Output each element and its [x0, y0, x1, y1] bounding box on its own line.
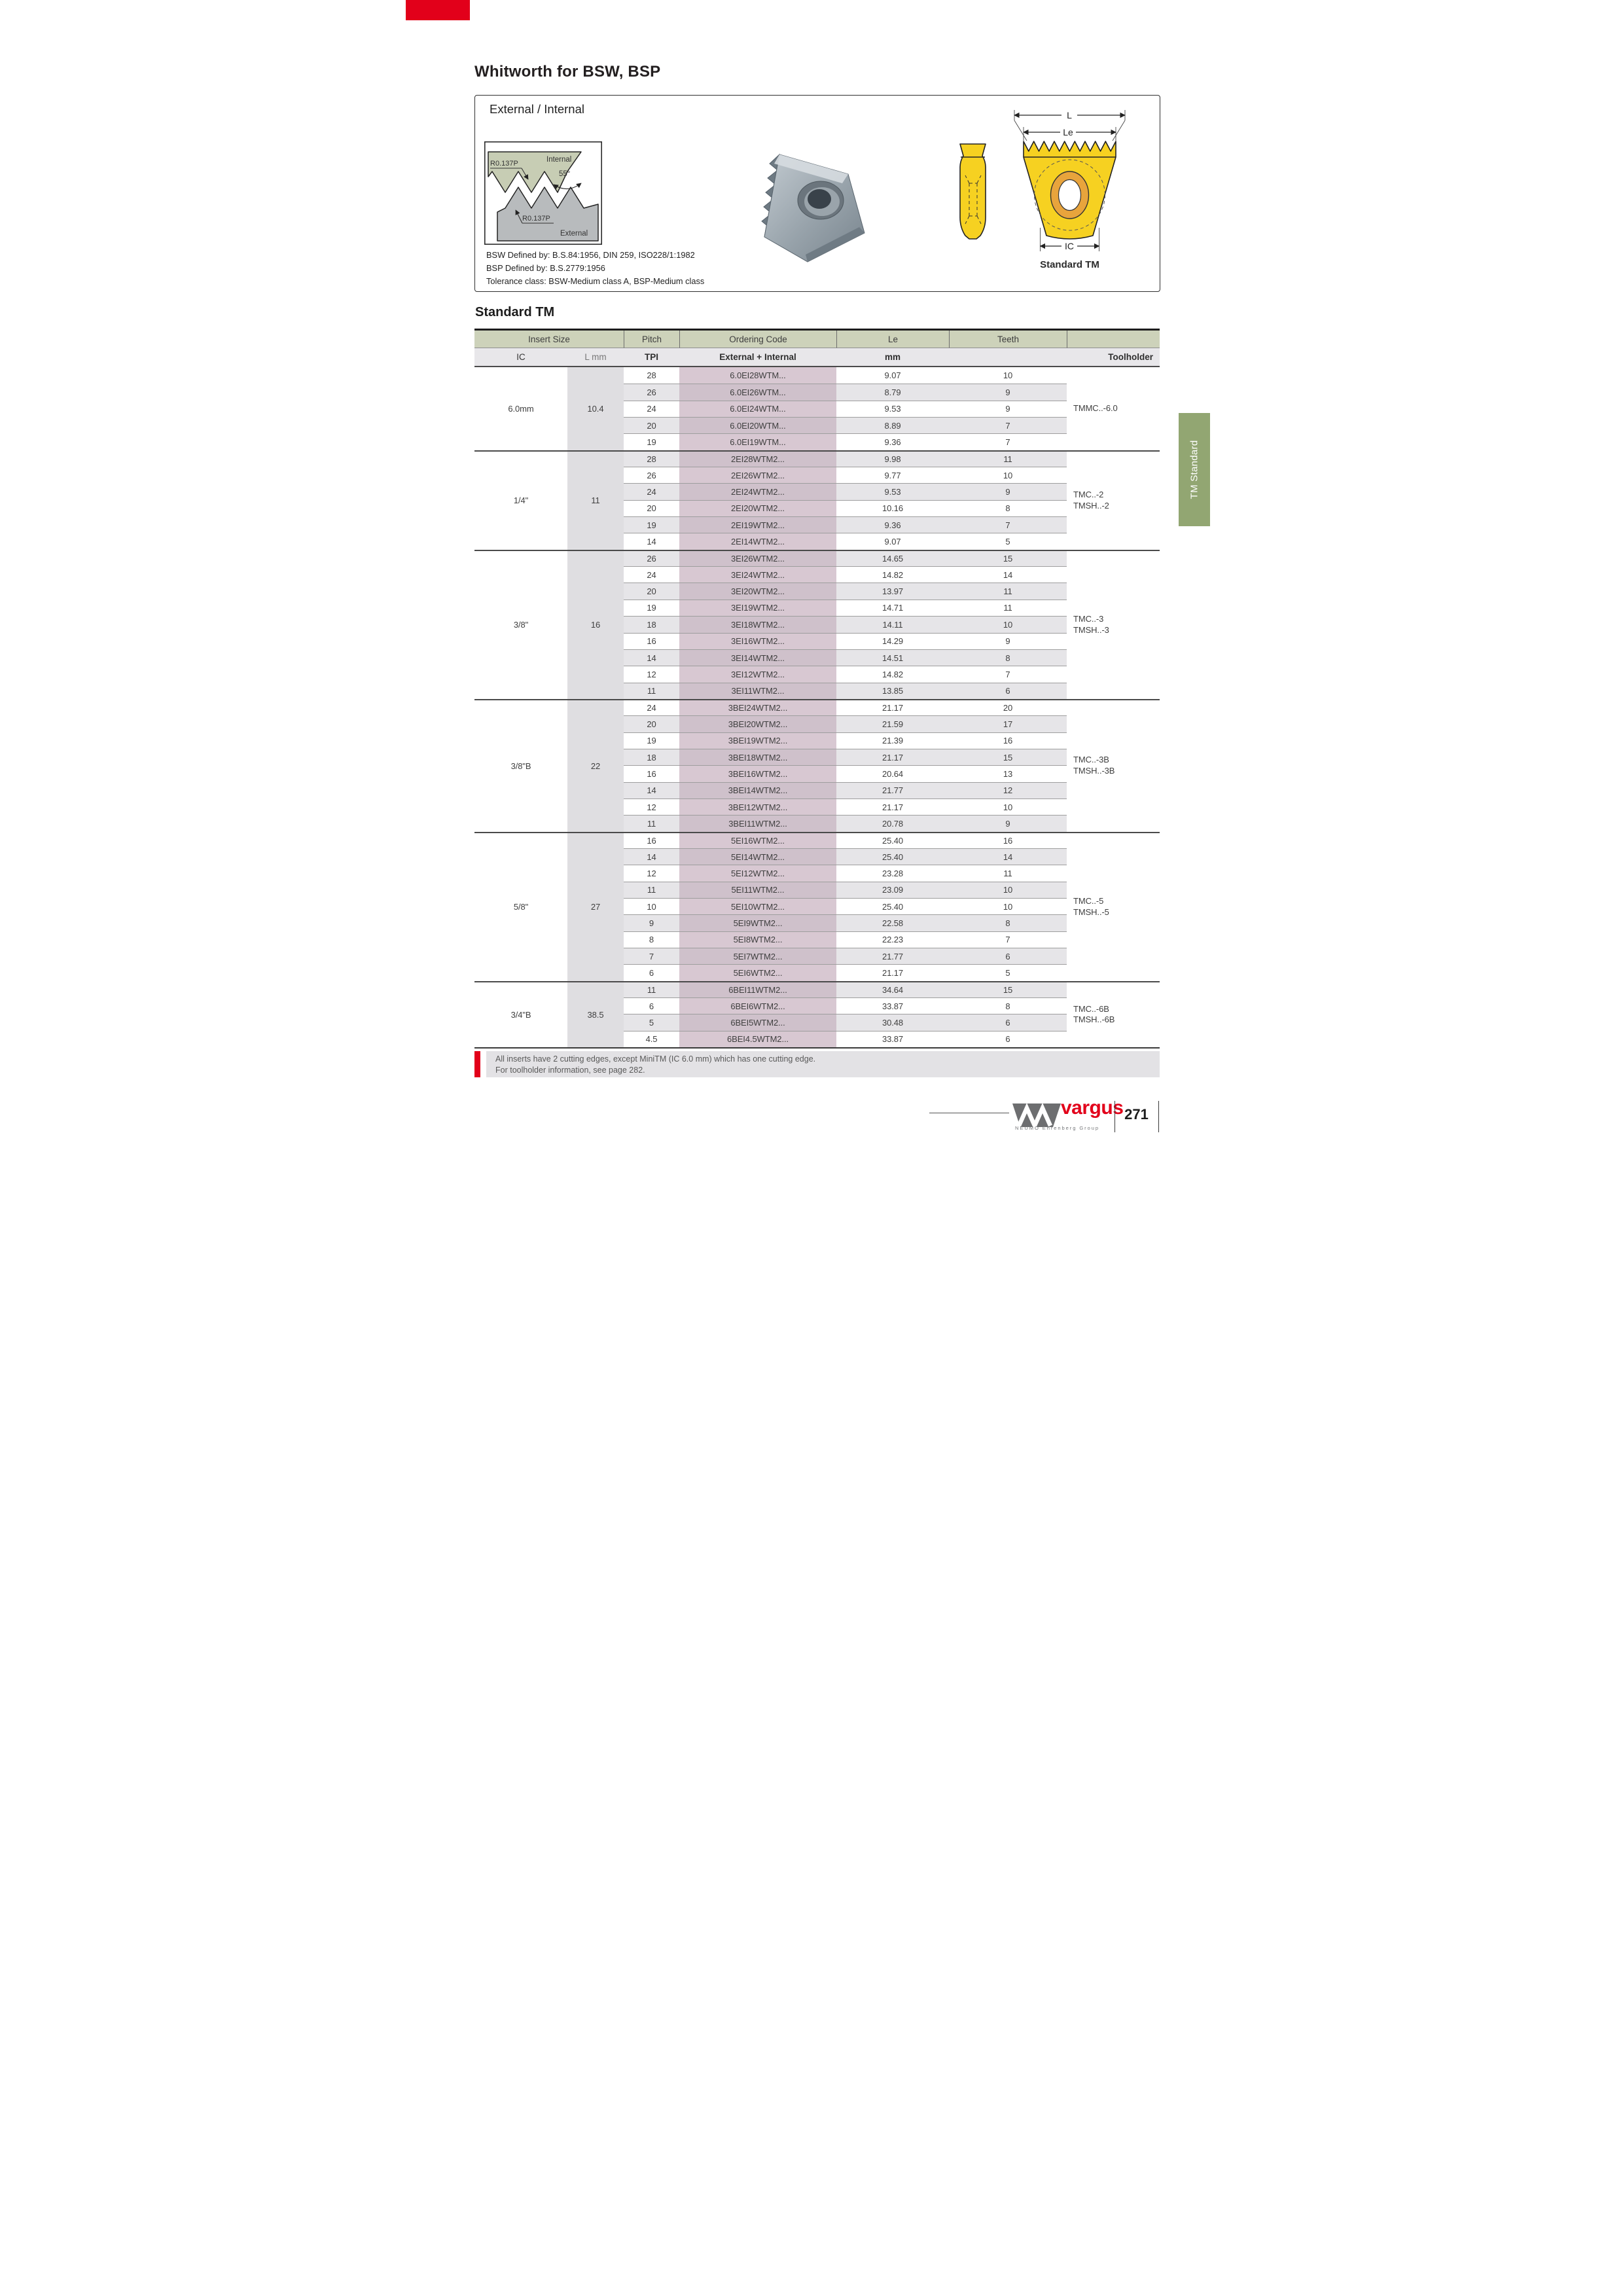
teeth-cell: 14: [949, 848, 1067, 865]
tpi-cell: 14: [624, 533, 679, 549]
ordering-code-cell: 3EI11WTM2...: [679, 683, 836, 699]
tpi-cell: 12: [624, 798, 679, 815]
teeth-cell: 5: [949, 533, 1067, 549]
tpi-cell: 14: [624, 649, 679, 666]
le-cell: 21.59: [836, 715, 949, 732]
tpi-cell: 26: [624, 384, 679, 400]
teeth-cell: 16: [949, 832, 1067, 848]
le-cell: 33.87: [836, 1031, 949, 1047]
le-cell: 14.51: [836, 649, 949, 666]
hole-center: [1059, 180, 1081, 211]
le-cell: 9.53: [836, 401, 949, 417]
ordering-code-cell: 2EI19WTM2...: [679, 516, 836, 533]
teeth-cell: 10: [949, 467, 1067, 483]
external-internal-box: [474, 95, 1160, 292]
teeth-cell: 10: [949, 616, 1067, 632]
header-teeth: Teeth: [949, 331, 1067, 348]
toolholder-line: TMSH..-2: [1073, 500, 1109, 511]
ordering-code-cell: 3EI14WTM2...: [679, 649, 836, 666]
teeth-cell: 6: [949, 1014, 1067, 1030]
teeth-cell: 10: [1003, 370, 1013, 381]
tpi-cell: 8: [624, 931, 679, 948]
le-cell: 14.82: [836, 666, 949, 682]
ordering-code-cell: 6.0EI28WTM...: [679, 367, 836, 384]
le-cell: 23.28: [836, 865, 949, 881]
ordering-code-cell: 3EI18WTM2...: [679, 616, 836, 632]
tpi-cell: 12: [624, 666, 679, 682]
toolholder-cell: [1067, 550, 1160, 699]
teeth-cell: 10: [949, 882, 1067, 898]
le-cell: 21.77: [836, 782, 949, 798]
teeth-cell: 15: [949, 550, 1067, 566]
ordering-code-cell: 2EI14WTM2...: [679, 533, 836, 549]
le-cell: 13.97: [836, 583, 949, 599]
tpi-cell: 19: [624, 732, 679, 749]
radius-bottom-label: R0.137P: [522, 215, 550, 223]
tpi-cell: 19: [624, 516, 679, 533]
insert-3d-image: [730, 140, 894, 271]
teeth-cell: 11: [949, 600, 1067, 616]
l-cell: 38.5: [567, 981, 624, 1047]
teeth-cell: 9: [949, 815, 1067, 831]
teeth-cell: 10: [949, 898, 1067, 914]
tpi-cell: 9: [624, 914, 679, 931]
tpi-cell: 6: [624, 964, 679, 980]
le-cell: 20.64: [836, 765, 949, 781]
tpi-cell: 16: [624, 832, 679, 848]
le-cell: 14.65: [836, 550, 949, 566]
ordering-code-cell: 3BEI19WTM2...: [679, 732, 836, 749]
header-le: Le: [836, 331, 949, 348]
toolholder-cell: [1067, 699, 1160, 832]
ordering-code-cell: 3EI12WTM2...: [679, 666, 836, 682]
ordering-code-cell: 2EI24WTM2...: [679, 483, 836, 499]
page-number: 271: [1124, 1106, 1149, 1122]
toolholder-cell: [1067, 981, 1160, 1047]
ic-cell: 3/8"B: [474, 699, 567, 832]
tpi-cell: 26: [624, 467, 679, 483]
header-insert-size: Insert Size: [474, 331, 624, 348]
tpi-cell: 20: [624, 417, 679, 433]
le-cell: 10.16: [836, 500, 949, 516]
le-cell: 9.07: [836, 533, 949, 549]
radius-top-label: R0.137P: [490, 160, 518, 168]
ordering-code-cell: 5EI7WTM2...: [679, 948, 836, 964]
le-cell: 14.71: [836, 600, 949, 616]
le-cell: 14.11: [836, 616, 949, 632]
toolholder-line: TMC..-2: [1073, 489, 1104, 499]
ordering-code-cell: 3BEI14WTM2...: [679, 782, 836, 798]
external-label: External: [560, 230, 588, 238]
ordering-code-cell: 5EI12WTM2...: [679, 865, 836, 881]
teeth-cell: 11: [949, 583, 1067, 599]
bsw-defined-line: BSW Defined by: B.S.84:1956, DIN 259, ISO228/1:1982: [486, 250, 695, 260]
ordering-code-cell: 6BEI4.5WTM2...: [679, 1031, 836, 1047]
teeth-cell: 6: [949, 948, 1067, 964]
teeth-cell: 9: [949, 483, 1067, 499]
teeth-cell: 8: [949, 997, 1067, 1014]
teeth-cell: 15: [949, 981, 1067, 997]
angle-label: 55°: [559, 170, 571, 178]
teeth-cell: 7: [949, 666, 1067, 682]
dim-le-label: Le: [1063, 127, 1073, 137]
footnote: [486, 1051, 1160, 1077]
teeth-cell: 6: [949, 1031, 1067, 1047]
insert-type-caption: Standard TM: [1040, 259, 1099, 270]
le-cell: 9.36: [836, 516, 949, 533]
le-cell: 20.78: [836, 815, 949, 831]
le-cell: 21.17: [836, 749, 949, 765]
le-cell: 21.77: [836, 948, 949, 964]
ordering-code-cell: 5EI9WTM2...: [679, 914, 836, 931]
ordering-code-cell: 5EI11WTM2...: [679, 882, 836, 898]
tpi-cell: 20: [624, 583, 679, 599]
subheader-l-mm: L mm: [567, 348, 624, 367]
subheader-empty: [949, 348, 1067, 367]
tpi-cell: 26: [624, 550, 679, 566]
ordering-code-cell: 5EI14WTM2...: [679, 848, 836, 865]
ordering-code-cell: 3EI16WTM2...: [679, 633, 836, 649]
ordering-code-cell: 6.0EI26WTM...: [679, 384, 836, 400]
standard-tm-table: [474, 329, 1160, 1049]
toolholder-cell: [1067, 367, 1160, 450]
teeth-cell: 11: [949, 865, 1067, 881]
tpi-cell: 11: [624, 815, 679, 831]
l-cell: 16: [567, 550, 624, 699]
ordering-code-cell: 5EI16WTM2...: [679, 832, 836, 848]
l-cell: 11: [567, 450, 624, 550]
tpi-cell: 14: [624, 848, 679, 865]
ordering-code-cell: 5EI8WTM2...: [679, 931, 836, 948]
le-cell: 34.64: [836, 981, 949, 997]
tpi-cell: 12: [624, 865, 679, 881]
teeth-cell: 7: [949, 516, 1067, 533]
teeth-cell: 8: [949, 649, 1067, 666]
ordering-code-cell: 3BEI18WTM2...: [679, 749, 836, 765]
tpi-cell: 14: [624, 782, 679, 798]
teeth-cell: 17: [949, 715, 1067, 732]
le-cell: 21.17: [836, 798, 949, 815]
ordering-code-cell: 2EI28WTM2...: [679, 450, 836, 467]
header-empty: [1067, 331, 1160, 348]
footnote-line-1: All inserts have 2 cutting edges, except MiniTM (IC 6.0 mm) which has one cutting edge.: [495, 1054, 816, 1064]
tpi-cell: 20: [624, 715, 679, 732]
page-corner-mark: [406, 0, 470, 20]
teeth-cell: 11: [949, 450, 1067, 467]
tpi-cell: 24: [624, 483, 679, 499]
ordering-code-cell: 5EI6WTM2...: [679, 964, 836, 980]
le-cell: 30.48: [836, 1014, 949, 1030]
teeth-cell: 13: [949, 765, 1067, 781]
subheader-tpi: TPI: [624, 348, 679, 367]
le-cell: 9.53: [836, 483, 949, 499]
ordering-code-cell: 3EI20WTM2...: [679, 583, 836, 599]
tpi-cell: 24: [624, 401, 679, 417]
ordering-code-cell: 3EI24WTM2...: [679, 566, 836, 583]
toolholder-line: TMSH..-3B: [1073, 766, 1115, 776]
footer-divider: [1158, 1101, 1159, 1132]
table-heading: Standard TM: [475, 305, 555, 319]
header-pitch: Pitch: [624, 331, 679, 348]
toolholder-cell: [1067, 832, 1160, 981]
le-cell: 23.09: [836, 882, 949, 898]
tpi-cell: 11: [624, 981, 679, 997]
teeth-cell: 5: [949, 964, 1067, 980]
catalog-page: [406, 0, 1217, 1148]
tpi-cell: 10: [624, 898, 679, 914]
ordering-code-cell: 6BEI11WTM2...: [679, 981, 836, 997]
ic-cell: 3/4"B: [474, 981, 567, 1047]
subheader-toolholder: Toolholder: [1067, 348, 1160, 367]
tab-tm-standard[interactable]: [1179, 413, 1210, 526]
toolholder-line: TMSH..-3: [1073, 624, 1109, 635]
tpi-cell: 4.5: [624, 1031, 679, 1047]
tpi-cell: 24: [624, 566, 679, 583]
toolholder-line: TMC..-6B: [1073, 1003, 1109, 1014]
teeth-cell: 12: [949, 782, 1067, 798]
ordering-code-cell: 3BEI24WTM2...: [679, 699, 836, 715]
tpi-cell: 16: [624, 633, 679, 649]
teeth-cell: 9: [949, 384, 1067, 400]
le-cell: 25.40: [836, 898, 949, 914]
le-cell: 22.58: [836, 914, 949, 931]
tpi-cell: 18: [624, 616, 679, 632]
tpi-cell: 19: [624, 600, 679, 616]
tpi-cell: 20: [624, 500, 679, 516]
teeth-cell: 15: [949, 749, 1067, 765]
tab-tm-standard-label: TM Standard: [1188, 440, 1200, 499]
teeth-cell: 20: [949, 699, 1067, 715]
box-heading: External / Internal: [490, 102, 584, 116]
dim-l-label: L: [1067, 110, 1072, 120]
header-ordering-code: Ordering Code: [679, 331, 836, 348]
le-cell: 14.29: [836, 633, 949, 649]
teeth-cell: 7: [949, 417, 1067, 433]
le-cell: 25.40: [836, 848, 949, 865]
teeth-cell: 9: [949, 401, 1067, 417]
ordering-code-cell: 6BEI6WTM2...: [679, 997, 836, 1014]
l-cell: 10.4: [567, 367, 624, 450]
tpi-cell: 5: [624, 1014, 679, 1030]
le-cell: 13.85: [836, 683, 949, 699]
l-cell: 27: [567, 832, 624, 981]
teeth-cell: 8: [949, 914, 1067, 931]
le-cell: 9.36: [836, 433, 949, 450]
tpi-cell: 11: [624, 683, 679, 699]
ordering-code-cell: 3EI26WTM2...: [679, 550, 836, 566]
vargus-logo-text: vargus: [1061, 1097, 1124, 1119]
toolholder-line: TMC..-3B: [1073, 755, 1109, 765]
toolholder-line: TMSH..-6B: [1073, 1014, 1115, 1025]
insert-hole: [808, 189, 831, 209]
standards-text: [486, 249, 704, 287]
toolholder-cell: [1067, 450, 1160, 550]
tpi-cell: 19: [624, 433, 679, 450]
toolholder-line: TMC..-5: [1073, 895, 1104, 906]
subheader-mm: mm: [836, 348, 949, 367]
le-cell: 22.23: [836, 931, 949, 948]
ordering-code-cell: 3EI19WTM2...: [679, 600, 836, 616]
le-cell: 8.79: [836, 384, 949, 400]
tpi-cell: 7: [624, 948, 679, 964]
ordering-code-cell: 3BEI16WTM2...: [679, 765, 836, 781]
tolerance-line: Tolerance class: BSW-Medium class A, BSP-Medium class: [486, 276, 705, 286]
ordering-code-cell: 3BEI11WTM2...: [679, 815, 836, 831]
teeth-cell: 10: [949, 798, 1067, 815]
ic-cell: 6.0mm: [474, 367, 567, 450]
tpi-cell: 24: [624, 699, 679, 715]
le-cell: 9.98: [836, 450, 949, 467]
toolholder-line: TMMC..-6.0: [1073, 403, 1118, 413]
internal-label: Internal: [546, 156, 572, 164]
ordering-code-cell: 3BEI12WTM2...: [679, 798, 836, 815]
insert-front-diagram: [1009, 103, 1130, 257]
tpi-cell: 28: [624, 450, 679, 467]
le-cell: 33.87: [836, 997, 949, 1014]
ic-cell: 1/4": [474, 450, 567, 550]
vargus-logo-icon: [1011, 1102, 1062, 1128]
ordering-code-cell: 3BEI20WTM2...: [679, 715, 836, 732]
le-cell: 21.17: [836, 964, 949, 980]
ordering-code-cell: 2EI26WTM2...: [679, 467, 836, 483]
ic-cell: 5/8": [474, 832, 567, 981]
thread-profile-diagram: [484, 141, 602, 245]
subheader-ic: IC: [474, 348, 567, 367]
ordering-code-cell: 5EI10WTM2...: [679, 898, 836, 914]
ordering-code-cell: 6.0EI19WTM...: [679, 433, 836, 450]
tpi-cell: 11: [624, 882, 679, 898]
le-cell: 21.39: [836, 732, 949, 749]
tpi-cell: 18: [624, 749, 679, 765]
footnote-line-2: For toolholder information, see page 282.: [495, 1065, 645, 1075]
dim-ic-label: IC: [1065, 241, 1074, 251]
le-cell: 9.07: [884, 370, 901, 381]
le-cell: 14.82: [836, 566, 949, 583]
ordering-code-cell: 6BEI5WTM2...: [679, 1014, 836, 1030]
le-cell: 9.77: [836, 467, 949, 483]
ic-cell: 3/8": [474, 550, 567, 699]
teeth-cell: 14: [949, 566, 1067, 583]
toolholder-line: TMSH..-5: [1073, 906, 1109, 917]
teeth-cell: 7: [949, 433, 1067, 450]
l-cell: 22: [567, 699, 624, 832]
footnote-accent-bar: [474, 1051, 480, 1077]
tpi-cell: 16: [624, 765, 679, 781]
page-title: Whitworth for BSW, BSP: [474, 63, 661, 81]
bsp-defined-line: BSP Defined by: B.S.2779:1956: [486, 262, 605, 273]
ordering-code-cell: 6.0EI24WTM...: [679, 401, 836, 417]
side-profile-outline: [960, 144, 986, 239]
toolholder-line: TMC..-3: [1073, 613, 1104, 624]
teeth-cell: 6: [949, 683, 1067, 699]
subheader-external-internal: External + Internal: [679, 348, 836, 367]
tpi-cell: 28: [647, 370, 656, 381]
vargus-logo-subtext: NEUMO Ehrenberg Group: [1015, 1125, 1099, 1131]
teeth-cell: 9: [949, 633, 1067, 649]
le-cell: 21.17: [836, 699, 949, 715]
teeth-cell: 7: [949, 931, 1067, 948]
ordering-code-cell: 2EI20WTM2...: [679, 500, 836, 516]
le-cell: 25.40: [836, 832, 949, 848]
teeth-cell: 8: [949, 500, 1067, 516]
insert-side-profile: [952, 139, 994, 242]
tpi-cell: 6: [624, 997, 679, 1014]
teeth-cell: 16: [949, 732, 1067, 749]
le-cell: 8.89: [836, 417, 949, 433]
ordering-code-cell: 6.0EI20WTM...: [679, 417, 836, 433]
